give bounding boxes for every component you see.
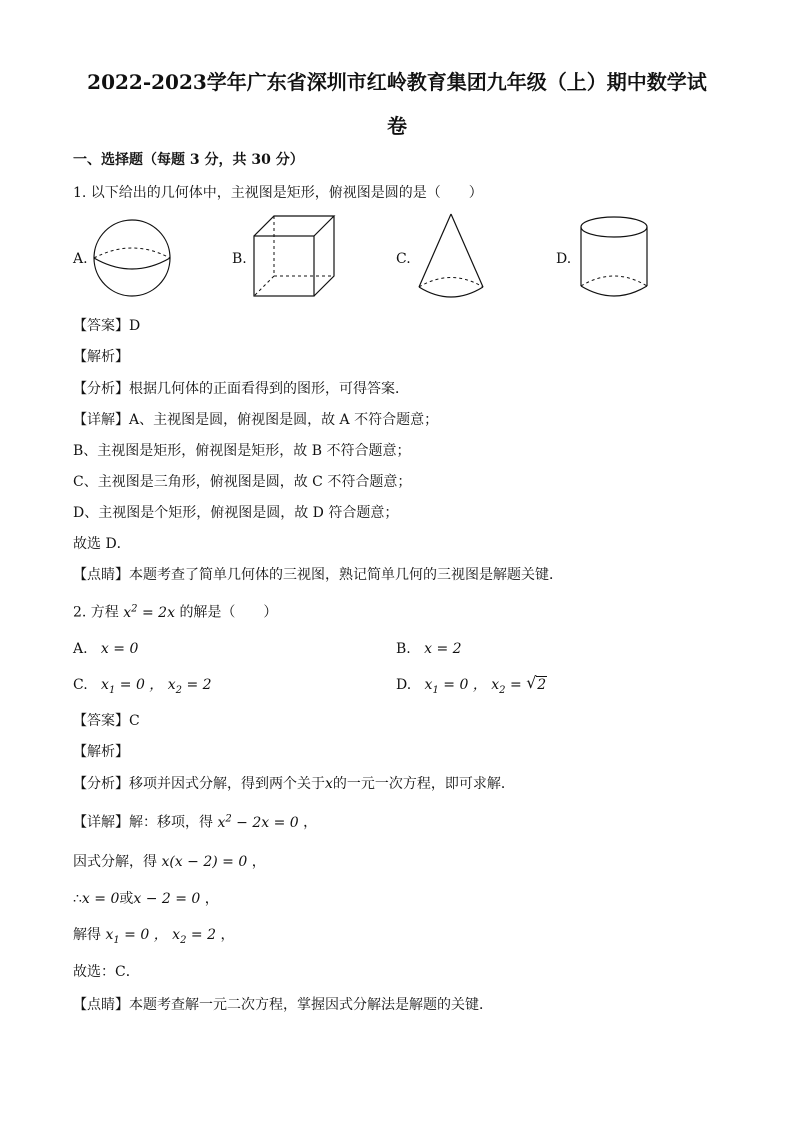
q1-option-d-label: D.	[556, 251, 572, 267]
q2-option-d-label: D.	[396, 677, 412, 693]
q2-detail-solve: 解得 $x_1 = 0$ ， $x_2 = 2$ ，	[73, 927, 235, 946]
q1-comment: 【点睛】本题考查了简单几何体的三视图，熟记简单几何的三视图是解题关键．	[73, 567, 563, 583]
q2-analysis-prefix: 【分析】移项并因式分解，得到两个关于	[73, 776, 325, 792]
q1-detail-line: B、主视图是矩形，俯视图是矩形，故 B 不符合题意；	[73, 443, 411, 459]
q2-option-c	[73, 678, 212, 696]
q1-analysis: 【分析】根据几何体的正面看得到的图形，可得答案．	[73, 381, 409, 397]
q2-detail-factor: 因式分解，得 x(x − 2) = 0 ，	[73, 854, 266, 870]
q2-option-a	[73, 642, 138, 656]
exam-title-line1: 2022-2023学年广东省深圳市红岭教育集团九年级（上）期中数学试	[87, 70, 707, 94]
q2-root-equation-1: x = 0	[81, 891, 120, 907]
q2-option-c-value: $x_1 = 0$ ， $x_2 = 2$	[101, 677, 212, 696]
q2-solution: $x_1 = 0$ ， $x_2 = 2$	[105, 927, 216, 946]
q2-option-a-label: A.	[73, 641, 88, 657]
q2-stem	[73, 604, 277, 620]
q2-therefore-or: 或	[119, 891, 134, 907]
q1-option-a-label: A.	[73, 251, 88, 267]
q2-answer: 【答案】C	[73, 713, 140, 729]
cylinder-figure	[578, 214, 650, 300]
q2-comment: 【点睛】本题考查解一元二次方程，掌握因式分解法是解题的关键．	[73, 997, 493, 1013]
q2-option-b-value: x = 2	[424, 641, 462, 657]
q1-detail-line: 【详解】A、主视图是圆，俯视图是圆，故 A 不符合题意；	[73, 412, 439, 428]
q2-option-c-label: C.	[73, 677, 88, 693]
q2-equation: $x^2 = 2x$	[123, 603, 175, 621]
q2-option-d-value: $x_1 = 0$ ， $x_2$ = √ 2	[424, 673, 547, 696]
q2-detail-equation: $x^2 - 2x = 0$	[217, 813, 299, 831]
cone-figure	[416, 212, 486, 302]
q1-stem: 1. 以下给出的几何体中，主视图是矩形，俯视图是圆的是（ ）	[73, 185, 483, 201]
q2-analysis-var: x	[325, 776, 333, 792]
q2-detail-therefore: ∴x = 0或x − 2 = 0 ，	[73, 891, 219, 907]
q2-option-d	[396, 673, 547, 696]
q2-detail-prefix: 【详解】解：移项，得	[73, 814, 213, 831]
q2-analysis	[73, 777, 515, 791]
q2-analysis-heading: 【解析】	[73, 744, 129, 760]
q2-detail-move: 【详解】解：移项，得 $x^2 - 2x = 0$ ，	[73, 813, 318, 831]
q1-option-b-label: B.	[232, 251, 247, 267]
q2-choose: 故选：C．	[73, 964, 140, 980]
q1-detail-line: C、主视图是三角形，俯视图是圆，故 C 不符合题意；	[73, 474, 412, 490]
q1-detail-line: 故选 D．	[73, 536, 131, 552]
q2-option-b-label: B.	[396, 641, 411, 657]
q2-factor-prefix: 因式分解，得	[73, 854, 157, 870]
section-heading: 一、选择题（每题 3 分，共 30 分）	[73, 152, 304, 168]
q1-answer: 【答案】D	[73, 318, 141, 334]
q2-option-a-value: x = 0	[100, 641, 139, 657]
q1-option-c-label: C.	[396, 251, 411, 267]
q2-stem-prefix: 2. 方程	[73, 604, 119, 621]
q2-stem-suffix: 的解是（ ）	[179, 604, 278, 621]
exam-title-line2: 卷	[387, 114, 407, 138]
q2-solve-prefix: 解得	[73, 927, 101, 943]
cube-figure	[252, 214, 336, 300]
q2-root-equation-2: x − 2 = 0	[133, 891, 201, 907]
sqrt-symbol: √ 2	[526, 673, 547, 693]
q2-option-b	[396, 642, 462, 656]
q1-analysis-heading: 【解析】	[73, 349, 129, 365]
sphere-figure	[92, 218, 172, 298]
therefore-symbol: ∴	[73, 891, 82, 907]
q2-analysis-suffix: 的一元一次方程，即可求解．	[332, 776, 515, 792]
q2-factor-equation: x(x − 2) = 0	[161, 854, 248, 870]
q1-detail-line: D、主视图是个矩形，俯视图是圆，故 D 符合题意；	[73, 505, 399, 521]
